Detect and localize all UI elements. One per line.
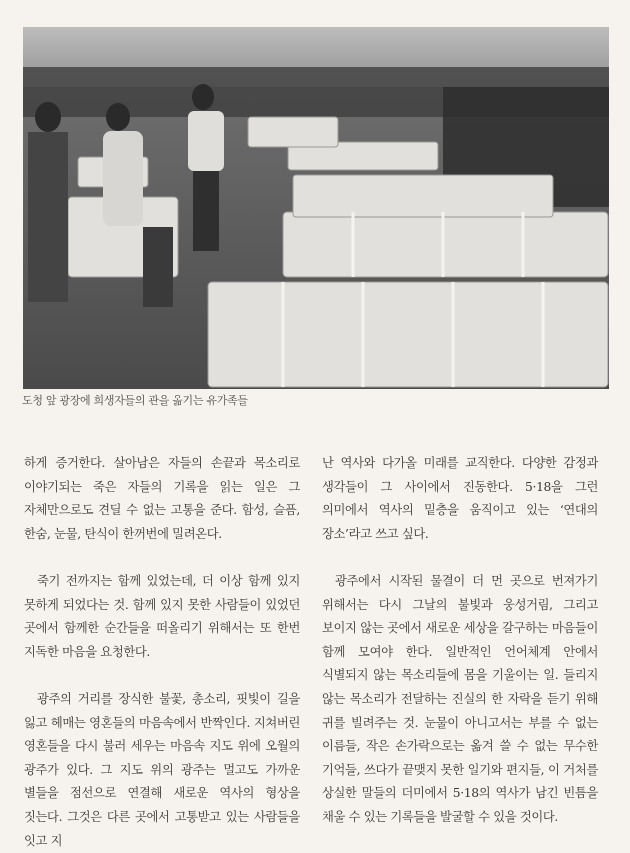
- left-column: [24, 452, 300, 853]
- paragraph: 광주의 거리를 장식한 불꽃, 총소리, 핏빛이 길을 잃고 헤매는 영혼들의 마음속에서 반짝인다. 지쳐버린 영혼들을 다시 불러 세우는 마음속 지도 위에 오월의 광주가 있다. 그 지도 위의 광주는 멀고도 가까운 별들을 점선으로 연결해 새로운 역사의 형상을 짓는다. 그것은 다른 곳에서 고통받고 있는 사람들을 잇고 지: [24, 691, 300, 848]
- photo-caption: 도청 앞 광장에 희생자들의 관을 옮기는 유가족들: [22, 394, 248, 407]
- paragraph: 하게 증거한다. 살아남은 자들의 손끝과 목소리로 이야기되는 죽은 자들의 기록을 읽는 일은 그 자체만으로도 견딜 수 없는 고통을 준다. 함성, 슬픔, 한숨, 눈물, 탄식이 한꺼번에 밀려온다.: [24, 456, 300, 541]
- right-column: [322, 452, 598, 830]
- paragraph: 광주에서 시작된 물결이 더 먼 곳으로 번져가기 위해서는 다시 그날의 불빛과 웅성거림, 그리고 보이지 않는 곳에서 새로운 세상을 갈구하는 마음들이 함께 모여야 한다. 일반적인 언어체계 안에서 식별되지 않는 목소리들에 몸을 기울이는 일. 들리지 않는 목소리가 전달하는 진실의 한 자락을 듣기 위해 귀를 빌려주는 것. 눈물이 아니고서는 부를 수 없는 이름들, 작은 손가락으로는 옮겨 쓸 수 없는 무수한 기억들, 쓰다가 끝맺지 못한 일기와 편지들, 이 거처를 상실한 말들의 더미에서 5·18의 역사가 남긴 빈틈을 채울 수 있는 기록들을 발굴할 수 있을 것이다.: [322, 573, 598, 824]
- paragraph: 죽기 전까지는 함께 있었는데, 더 이상 함께 있지 못하게 되었다는 것. 함께 있지 못한 사람들이 있었던 곳에서 함께한 순간들을 떠올리기 위해서는 또 한번 지독한 마음을 요청한다.: [24, 573, 300, 659]
- historical-photo: [23, 27, 609, 389]
- paragraph: 난 역사와 다가올 미래를 교직한다. 다양한 감정과 생각들이 그 사이에서 진동한다. 5·18을 그런 의미에서 역사의 밑층을 움직이고 있는 ‘연대의 장소’라고 쓰고 싶다.: [322, 456, 598, 541]
- photo-icon: [23, 27, 609, 389]
